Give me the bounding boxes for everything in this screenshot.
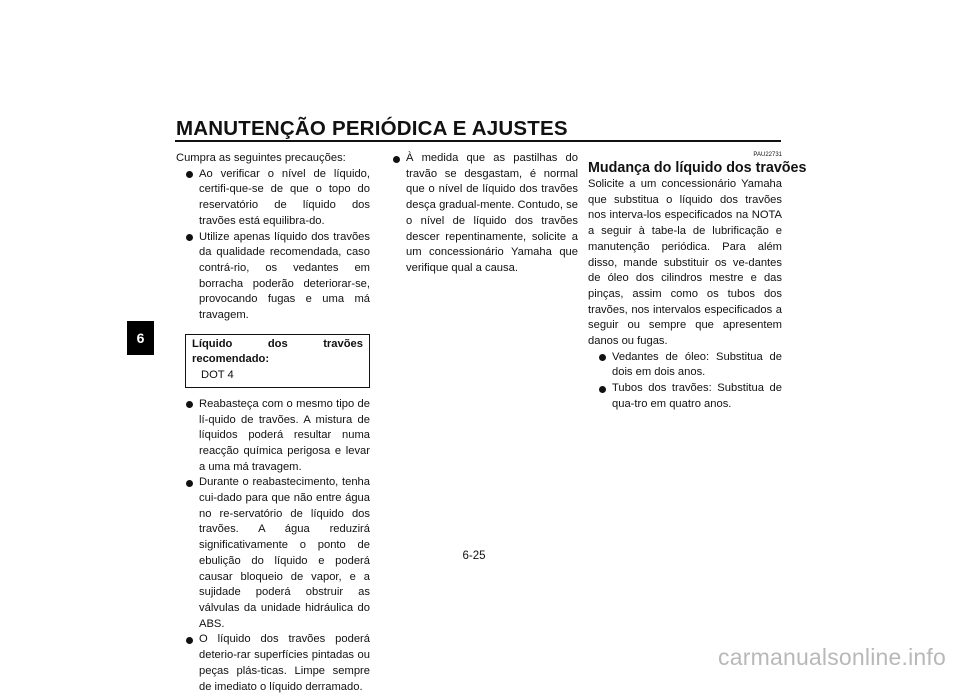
list-item bbox=[185, 475, 370, 632]
list-item-text: Vedantes de óleo: Substitua de dois em dois anos. bbox=[612, 350, 782, 379]
precautions-list-b bbox=[176, 397, 370, 695]
bullet-icon bbox=[599, 386, 606, 393]
list-item-text: Ao verificar o nível de líquido, certifi-que-se de que o topo do reservatório de líquido dos travões está equilibra-do. bbox=[199, 167, 370, 227]
list-item-text: Reabasteça com o mesmo tipo de lí-quido de travões. A mistura de líquidos poderá resultar numa reacção química perigosa e levar a uma má travagem. bbox=[199, 397, 370, 473]
precautions-list-a bbox=[176, 167, 370, 324]
column-right bbox=[588, 151, 807, 413]
intro-text: Cumpra as seguintes precauções: bbox=[176, 152, 346, 164]
bullet-icon bbox=[393, 156, 400, 163]
column-left bbox=[176, 151, 370, 695]
bullet-icon bbox=[599, 354, 606, 361]
bullet-icon bbox=[186, 234, 193, 241]
list-item bbox=[185, 397, 370, 476]
section-title: Mudança do líquido dos travões bbox=[588, 160, 807, 176]
reference-code: PAU22731 bbox=[753, 152, 782, 158]
page-number: 6-25 bbox=[462, 550, 486, 562]
section-body: Solicite a um concessionário Yamaha que substitua o líquido dos travões nos interva-los especificados na NOTA a seguir à tabe-la de lubrificação e manutenção periódica. Para além disso, mande substituir os ve-dantes de óleo dos cilindros mestre e das pinças, assim como os tubos dos travões, nos intervalos especificados a seguir ou sempre que apresentem danos ou fugas. bbox=[588, 178, 782, 348]
column-middle bbox=[384, 151, 578, 277]
spec-title: Líquido dos travões recomendado: bbox=[192, 337, 363, 366]
list-item bbox=[598, 350, 782, 381]
list-item bbox=[185, 230, 370, 324]
bullet-icon bbox=[186, 480, 193, 487]
list-item-text: À medida que as pastilhas do travão se desgastam, é normal que o nível de líquido dos travões desça gradual-mente. Contudo, se o nível de líquido dos travões descer repentinamente, solicite a um concessionário Yamaha que verifique qual a causa. bbox=[406, 152, 578, 274]
list-item-text: Durante o reabastecimento, tenha cui-dado para que não entre água no re-servatório de líquido dos travões. A água reduzirá significativamente o ponto de ebulição do líquido e poderá causar bloqueio de vapor, e a sujidade poderá obstruir as válvulas da unidade hidráulica do ABS. bbox=[199, 476, 370, 630]
bullet-icon bbox=[186, 171, 193, 178]
bullet-icon bbox=[186, 637, 193, 644]
bullet-icon bbox=[186, 401, 193, 408]
list-item bbox=[598, 381, 782, 412]
page-title: MANUTENÇÃO PERIÓDICA E AJUSTES bbox=[176, 117, 568, 140]
list-item bbox=[185, 632, 370, 695]
list-item-text: Utilize apenas líquido dos travões da qualidade recomendada, caso contrá-rio, os vedantes em borracha poderão deteriorar-se, provocando fugas e uma má travagem. bbox=[199, 230, 370, 322]
chapter-tab: 6 bbox=[127, 321, 154, 355]
replacement-list bbox=[588, 350, 782, 413]
list-item bbox=[392, 151, 578, 277]
list-item bbox=[185, 167, 370, 230]
spec-box bbox=[185, 334, 370, 388]
header-rule bbox=[175, 140, 781, 142]
spec-value: DOT 4 bbox=[201, 369, 234, 382]
watermark: carmanualsonline.info bbox=[718, 644, 946, 670]
brake-pad-list bbox=[384, 151, 578, 277]
list-item-text: Tubos dos travões: Substitua de qua-tro em quatro anos. bbox=[612, 382, 782, 410]
list-item-text: O líquido dos travões poderá deterio-rar superfícies pintadas ou peças plás-ticas. Limpe sempre de imediato o líquido derramado. bbox=[199, 633, 370, 693]
